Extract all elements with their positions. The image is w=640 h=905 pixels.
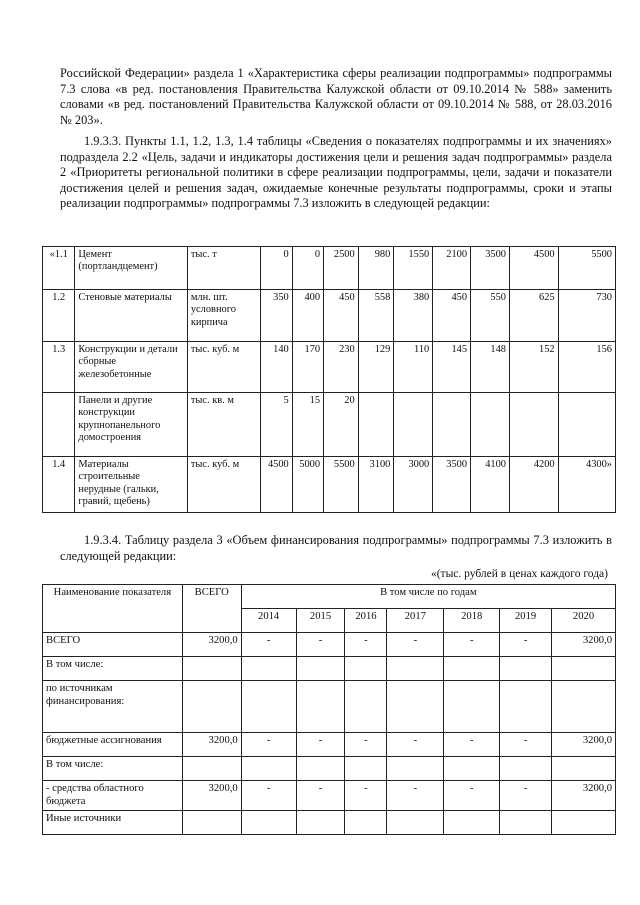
year-cell [345,811,387,835]
table-row [43,781,616,811]
year-cell: - [345,733,387,757]
value-cell: 5000 [292,457,323,513]
value-cell: 4300» [558,457,615,513]
value-cell: 4500 [509,247,558,290]
row-index: 1.2 [43,290,75,342]
value-cell: 140 [261,342,292,393]
year-cell: - [444,781,500,811]
year-cell: - [387,633,444,657]
year-cell [241,811,296,835]
unit: тыс. куб. м [187,457,261,513]
value-cell: 3500 [471,247,510,290]
table-row [43,681,616,733]
value-cell: 5500 [324,457,359,513]
year-cell [296,757,345,781]
header-by-years: В том числе по годам [241,585,615,609]
year-cell: - [387,733,444,757]
table-row [43,733,616,757]
value-cell: 0 [261,247,292,290]
value-cell: 450 [433,290,471,342]
table-row [43,657,616,681]
value-cell [509,393,558,457]
unit-note: «(тыс. рублей в ценах каждого года) [430,568,608,580]
indicator-name: Стеновые материалы [75,290,187,342]
paragraph-1-9-3-4: 1.9.3.4. Таблицу раздела 3 «Объем финансирования подпрограммы» подпрограммы 7.3 изложить в следующей редакции: [60,533,612,563]
row-index: 1.4 [43,457,75,513]
header-year: 2019 [500,609,552,633]
header-year: 2014 [241,609,296,633]
year-cell [345,757,387,781]
table-row [43,290,616,342]
row-label: В том числе: [43,757,183,781]
row-label: ВСЕГО [43,633,183,657]
year-cell: - [296,781,345,811]
year-cell [241,657,296,681]
year-cell [387,757,444,781]
value-cell: 148 [471,342,510,393]
year-cell [345,657,387,681]
year-cell [500,811,552,835]
indicator-name: Конструкции и детали сборные железобетонные [75,342,187,393]
year-cell: - [444,633,500,657]
row-label: Иные источники [43,811,183,835]
table-row [43,811,616,835]
value-cell: 170 [292,342,323,393]
year-cell [345,681,387,733]
unit: тыс. т [187,247,261,290]
year-cell: 3200,0 [552,633,616,657]
value-cell [471,393,510,457]
year-cell [444,757,500,781]
year-cell: - [296,633,345,657]
year-cell [552,811,616,835]
value-cell: 129 [358,342,394,393]
header-year: 2020 [552,609,616,633]
value-cell: 1550 [394,247,433,290]
value-cell: 400 [292,290,323,342]
header-year: 2016 [345,609,387,633]
total-cell: 3200,0 [182,781,241,811]
unit: тыс. кв. м [187,393,261,457]
year-cell: - [444,733,500,757]
table-row [43,633,616,657]
year-cell [241,681,296,733]
value-cell: 380 [394,290,433,342]
year-cell [500,757,552,781]
year-cell: - [241,781,296,811]
unit: тыс. куб. м [187,342,261,393]
year-cell: - [241,633,296,657]
table-row [43,342,616,393]
header-year: 2015 [296,609,345,633]
value-cell: 152 [509,342,558,393]
value-cell [558,393,615,457]
value-cell: 5500 [558,247,615,290]
year-cell [296,811,345,835]
year-cell [552,757,616,781]
value-cell: 980 [358,247,394,290]
header-year: 2018 [444,609,500,633]
year-cell: 3200,0 [552,781,616,811]
year-cell [387,657,444,681]
year-cell [552,657,616,681]
value-cell: 3500 [433,457,471,513]
value-cell: 4200 [509,457,558,513]
indicator-name: Панели и другие конструкции крупнопанельного домостроения [75,393,187,457]
year-cell [241,757,296,781]
value-cell: 3100 [358,457,394,513]
value-cell: 3000 [394,457,433,513]
total-cell [182,811,241,835]
value-cell: 4500 [261,457,292,513]
table-row [43,393,616,457]
total-cell: 3200,0 [182,633,241,657]
value-cell: 625 [509,290,558,342]
year-cell: - [500,633,552,657]
table-row [43,457,616,513]
row-label: - средства областного бюджета [43,781,183,811]
table-row [43,247,616,290]
total-cell: 3200,0 [182,733,241,757]
value-cell: 558 [358,290,394,342]
year-cell [444,681,500,733]
year-cell: 3200,0 [552,733,616,757]
indicator-name: Цемент (портландцемент) [75,247,187,290]
year-cell: - [500,733,552,757]
value-cell: 730 [558,290,615,342]
year-cell [444,657,500,681]
year-cell [387,811,444,835]
row-index: 1.3 [43,342,75,393]
value-cell: 2100 [433,247,471,290]
value-cell: 450 [324,290,359,342]
value-cell: 156 [558,342,615,393]
paragraph-intro: Российской Федерации» раздела 1 «Характеристика сферы реализации подпрограммы» подпрограммы 7.3 слова «в ред. постановления Правительства Калужской области от 09.10.2014 № 588» заменить словами «в ред. постановлений Правительства Калужской области от 09.10.2014 № 588, от 28.03.2016 № 203». [60,66,612,127]
year-cell [552,681,616,733]
year-cell: - [387,781,444,811]
value-cell: 550 [471,290,510,342]
value-cell [394,393,433,457]
value-cell: 2500 [324,247,359,290]
indicators-table [42,246,616,513]
value-cell [358,393,394,457]
value-cell: 230 [324,342,359,393]
value-cell: 0 [292,247,323,290]
year-cell [500,681,552,733]
header-year: 2017 [387,609,444,633]
total-cell [182,757,241,781]
unit: млн. шт. условного кирпича [187,290,261,342]
year-cell [444,811,500,835]
row-index: «1.1 [43,247,75,290]
value-cell: 110 [394,342,433,393]
value-cell: 4100 [471,457,510,513]
row-label: В том числе: [43,657,183,681]
year-cell: - [345,781,387,811]
year-cell: - [296,733,345,757]
financing-table [42,584,616,835]
value-cell: 15 [292,393,323,457]
value-cell: 145 [433,342,471,393]
year-cell: - [500,781,552,811]
total-cell [182,681,241,733]
indicator-name: Материалы строительные нерудные (гальки, гравий, щебень) [75,457,187,513]
value-cell: 350 [261,290,292,342]
row-label: по источникам финансирования: [43,681,183,733]
year-cell: - [241,733,296,757]
header-indicator-name: Наименование показателя [43,585,183,633]
value-cell: 5 [261,393,292,457]
header-total: ВСЕГО [182,585,241,633]
year-cell [387,681,444,733]
value-cell [433,393,471,457]
row-label: бюджетные ассигнования [43,733,183,757]
row-index [43,393,75,457]
table-row [43,757,616,781]
year-cell [296,681,345,733]
paragraph-1-9-3-3: 1.9.3.3. Пункты 1.1, 1.2, 1.3, 1.4 таблицы «Сведения о показателях подпрограммы и их значениях» подраздела 2.2 «Цель, задачи и индикаторы достижения цели и решения задач подпрограммы» раздела 2 «Приоритеты региональной политики в сфере реализации подпрограммы, цели, задачи и показатели достижения целей и решения задач, ожидаемые конечные результаты подпрограммы, сроки и этапы реализации подпрограммы» подпрограммы 7.3 изложить в следующей редакции: [60,134,612,211]
year-cell: - [345,633,387,657]
value-cell: 20 [324,393,359,457]
total-cell [182,657,241,681]
year-cell [500,657,552,681]
year-cell [296,657,345,681]
